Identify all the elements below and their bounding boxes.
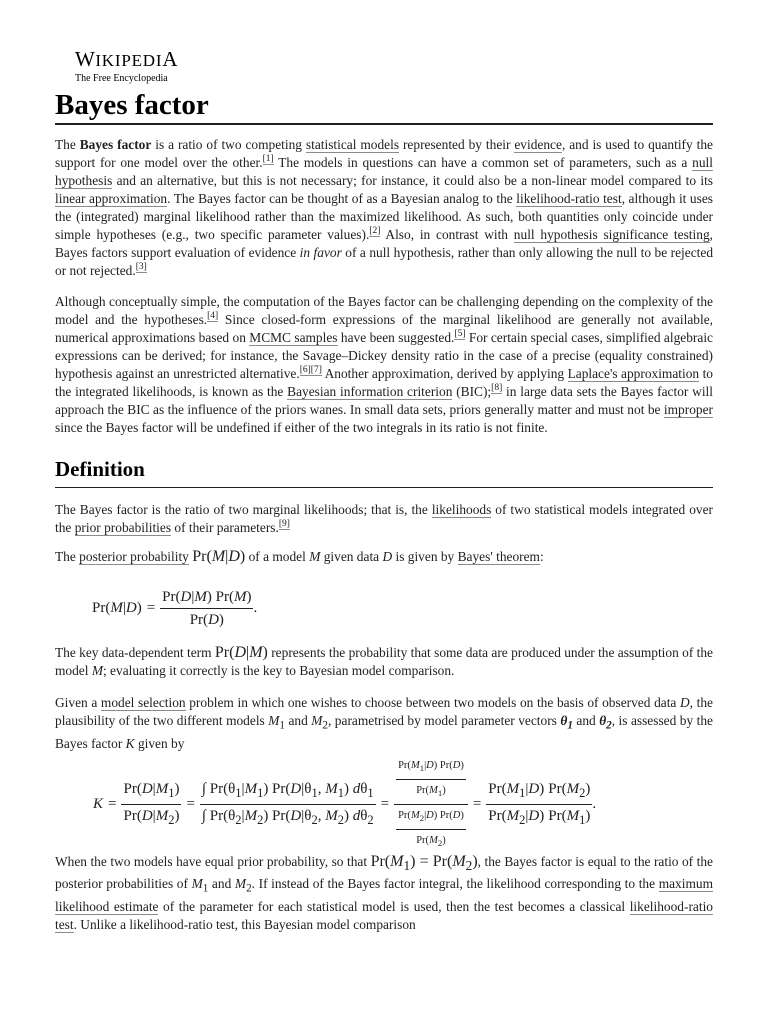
link-improper[interactable]: improper <box>663 402 713 417</box>
link-laplaces-approximation[interactable]: Laplace's approximation <box>567 366 700 381</box>
link-maximum-likelihood-estimate[interactable]: maximum likelihood estimate <box>55 875 713 914</box>
definition-paragraph-2: The posterior probability Pr(M|D) of a model M given data D is given by Bayes' theorem: <box>55 548 544 565</box>
definition-paragraph-4: Given a model selection problem in which one wishes to choose between two models on the basis of observed data D, the plausibility of the two different models $M_1$ and $M_2$, parametrised by model parameter vectors $\theta_1$ and $\theta_2$, is assessed by the Bayes factor K given by <box>55 695 714 751</box>
definition-paragraph-5: When the two models have equal prior probability, so that $Pr(M_1) = Pr(M_2)$, the Bayes factor is equal to the ratio of the posterior probabilities of $M_1$ and $M_2$. If instead of the Bayes factor integral, the likelihood corresponding to the maximum likelihood estimate of the parameter for each statistical model is used, then the test becomes a classical likelihood-ratio test. Unlike a likelihood-ratio test, this Bayesian model comparison <box>55 852 713 932</box>
link-statistical-models[interactable]: statistical models <box>305 137 400 152</box>
reference-5[interactable]: [5] <box>454 329 466 339</box>
reference-2[interactable]: [2] <box>369 226 381 236</box>
wikipedia-tagline: The Free Encyclopedia <box>75 73 168 84</box>
bayes-factor-formula: K = $\frac{Pr(D|M_1)}{Pr(D|M_2)}$ = $\frac{\int Pr(\theta_1|M_1) Pr(D|\theta_1, M_1) d\theta_1}{\int Pr(\theta_2|M_2) Pr(D|\theta_2, M_2) d\theta_2}$ = $\frac{\frac{Pr(M_1|D) Pr(D)}{Pr(M_1)}}{\frac{Pr(M_2|D) Pr(D)}{Pr(M_2)}}$ = $\frac{Pr(M_1|D)}{Pr(M_2|D)}$ $\frac{Pr(M_2)}{Pr(M_1)}$ . <box>93 773 713 837</box>
intro-paragraph-1: The Bayes factor is a ratio of two competing statistical models represented by their evidence, and is used to quantify the support for one model over the other.[1] The models in questions can have a common set of parameters, such as a null hypothesis and an alternative, but this is not necessary; for instance, it could also be a non-linear model compared to its linear approximation. The Bayes factor can be thought of as a Bayesian analog to the likelihood-ratio test, although it uses the (integrated) marginal likelihood rather than the maximized likelihood. As such, both quantities only coincide under simple hypotheses (e.g., two specific parameter values).[2] Also, in contrast with null hypothesis significance testing, Bayes factors support evaluation of evidence in favor of a null hypothesis, rather than only allowing the null to be rejected or not rejected.[3] <box>55 137 714 278</box>
intro-paragraph-2: Although conceptually simple, the computation of the Bayes factor can be challenging depending on the complexity of the model and the hypotheses.[4] Since closed-form expressions of the marginal likelihood are generally not available, numerical approximations based on MCMC samples have been suggested.[5] For certain special cases, simplified algebraic expressions can be derived; for instance, the Savage–Dickey density ratio in the case of a precise (equality constrained) hypothesis against an unrestricted alternative.[6][7] Another approximation, derived by applying Laplace's approximation to the integrated likelihoods, is known as the Bayesian information criterion (BIC);[8] in large data sets the Bayes factor will approach the BIC as the influence of the priors wanes. In small data sets, priors generally matter and must not be improper since the Bayes factor will be undefined if either of the two integrals in its ratio is not finite. <box>55 294 713 435</box>
inline-formula-pr-m-given-d: Pr(M|D) <box>192 548 246 565</box>
definition-paragraph-1: The Bayes factor is the ratio of two marginal likelihoods; that is, the likelihoods of two statistical models integrated over the prior probabilities of their parameters.[9] <box>55 502 713 535</box>
reference-1[interactable]: [1] <box>262 154 274 164</box>
link-evidence[interactable]: evidence <box>514 137 562 152</box>
inline-formula-m2: $M_2$ <box>311 713 328 732</box>
inline-formula-pr-d-given-m: Pr(D|M) <box>214 644 268 661</box>
inline-formula-m1-b: $M_1$ <box>191 875 209 895</box>
link-posterior-probability[interactable]: posterior probability <box>79 549 189 564</box>
reference-8[interactable]: [8] <box>491 383 503 393</box>
article <box>55 0 713 934</box>
link-null-hypothesis[interactable]: null hypothesis <box>55 155 713 188</box>
page-title: Bayes factor <box>55 89 209 121</box>
reference-9[interactable]: [9] <box>278 519 290 529</box>
reference-6-7[interactable]: [6][7] <box>299 365 322 375</box>
bayes-theorem-formula: Pr(M|D) = $\frac{Pr(D|M) Pr(M)}{Pr(D)}$ . <box>92 588 258 628</box>
inline-formula-theta2: $\theta_2$ <box>599 713 612 732</box>
link-likelihood-ratio-test[interactable]: likelihood-ratio test <box>516 191 622 206</box>
link-likelihood-ratio-test-2[interactable]: likelihood-ratio test <box>55 898 713 932</box>
reference-4[interactable]: [4] <box>207 311 219 321</box>
inline-formula-equal-priors: $Pr(M_1) = Pr(M_2)$ <box>370 852 478 873</box>
definition-paragraph-3: The key data-dependent term Pr(D|M) represents the probability that some data are produced under the assumption of the model M; evaluating it correctly is the key to Bayesian model comparison. <box>55 644 714 678</box>
reference-3[interactable]: [3] <box>135 262 147 272</box>
link-linear-approximation[interactable]: linear approximation <box>55 191 168 206</box>
link-bayes-theorem[interactable]: Bayes' theorem <box>457 549 540 564</box>
link-mcmc-samples[interactable]: MCMC samples <box>249 330 338 345</box>
link-model-selection[interactable]: model selection <box>100 695 186 710</box>
link-bayesian-information-criterion[interactable]: Bayesian information criterion <box>287 384 453 399</box>
link-null-hypothesis-significance-testing[interactable]: null hypothesis significance testing <box>513 227 710 242</box>
inline-formula-m2-b: $M_2$ <box>234 875 252 895</box>
link-likelihoods[interactable]: likelihoods <box>431 502 492 517</box>
inline-formula-theta1: $\theta_1$ <box>560 713 573 732</box>
section-divider <box>55 487 713 488</box>
wikipedia-wordmark: WIKIPEDIA <box>75 47 178 71</box>
section-heading-definition: Definition <box>55 457 145 481</box>
link-prior-probabilities[interactable]: prior probabilities <box>74 520 172 535</box>
inline-formula-m1: $M_1$ <box>268 713 285 732</box>
title-divider <box>55 123 713 125</box>
wikipedia-logo[interactable] <box>75 48 713 85</box>
